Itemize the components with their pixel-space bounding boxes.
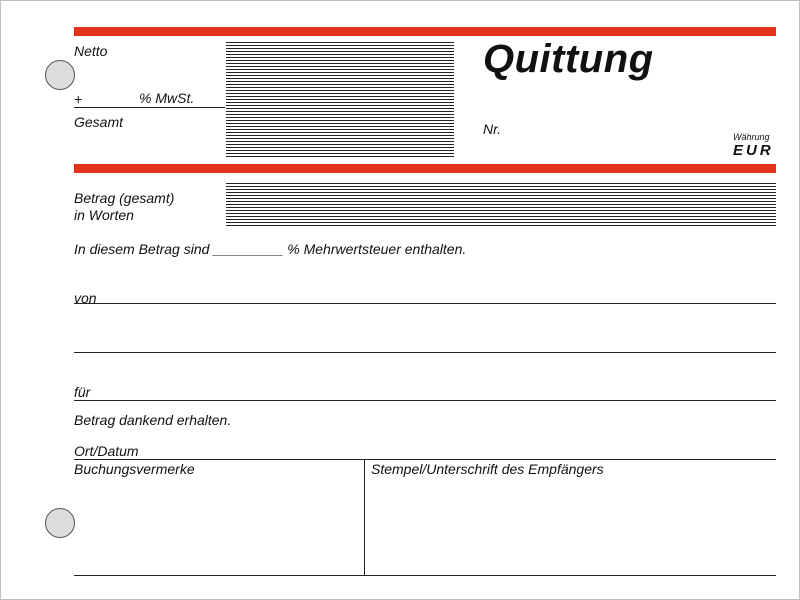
mwst-label: % MwSt. — [139, 90, 195, 106]
mwst-sentence-suffix: % Mehrwertsteuer enthalten. — [287, 241, 467, 257]
von-label: von — [74, 290, 97, 306]
punch-hole-bottom — [45, 508, 75, 538]
punch-hole-top — [45, 60, 75, 90]
buchung-area[interactable] — [74, 478, 362, 574]
plus-sign: + — [74, 91, 83, 107]
mwst-sentence-prefix: In diesem Betrag sind — [74, 241, 210, 257]
bottom-divider — [364, 459, 365, 576]
mwst-underline — [74, 107, 225, 108]
top-red-bar — [74, 27, 776, 36]
gesamt-label: Gesamt — [74, 114, 124, 130]
waehrung-label: Währung — [733, 132, 770, 142]
stempel-label: Stempel/Unterschrift des Empfängers — [371, 461, 604, 477]
ort-datum-label: Ort/Datum — [74, 443, 139, 459]
amount-in-words-field[interactable] — [226, 183, 776, 227]
fuer-line[interactable] — [74, 400, 776, 401]
bottom-line — [74, 575, 776, 576]
netto-label: Netto — [74, 43, 108, 59]
currency-value: EUR — [733, 142, 774, 159]
von-line[interactable] — [74, 303, 776, 304]
betrag-label-line2: in Worten — [74, 207, 134, 223]
form-title: Quittung — [483, 37, 654, 81]
von-line-2[interactable] — [74, 352, 776, 353]
amount-hatched-field[interactable] — [226, 42, 454, 158]
mwst-sentence — [74, 241, 466, 257]
mwst-percent-blank[interactable]: _________ — [213, 241, 284, 257]
betrag-label-line1: Betrag (gesamt) — [74, 190, 175, 206]
buchung-label: Buchungsvermerke — [74, 461, 195, 477]
ort-datum-line[interactable] — [74, 459, 776, 460]
received-text: Betrag dankend erhalten. — [74, 412, 232, 428]
nr-label: Nr. — [483, 121, 502, 137]
stempel-area[interactable] — [366, 478, 776, 574]
middle-red-bar — [74, 164, 776, 173]
fuer-label: für — [74, 384, 91, 400]
